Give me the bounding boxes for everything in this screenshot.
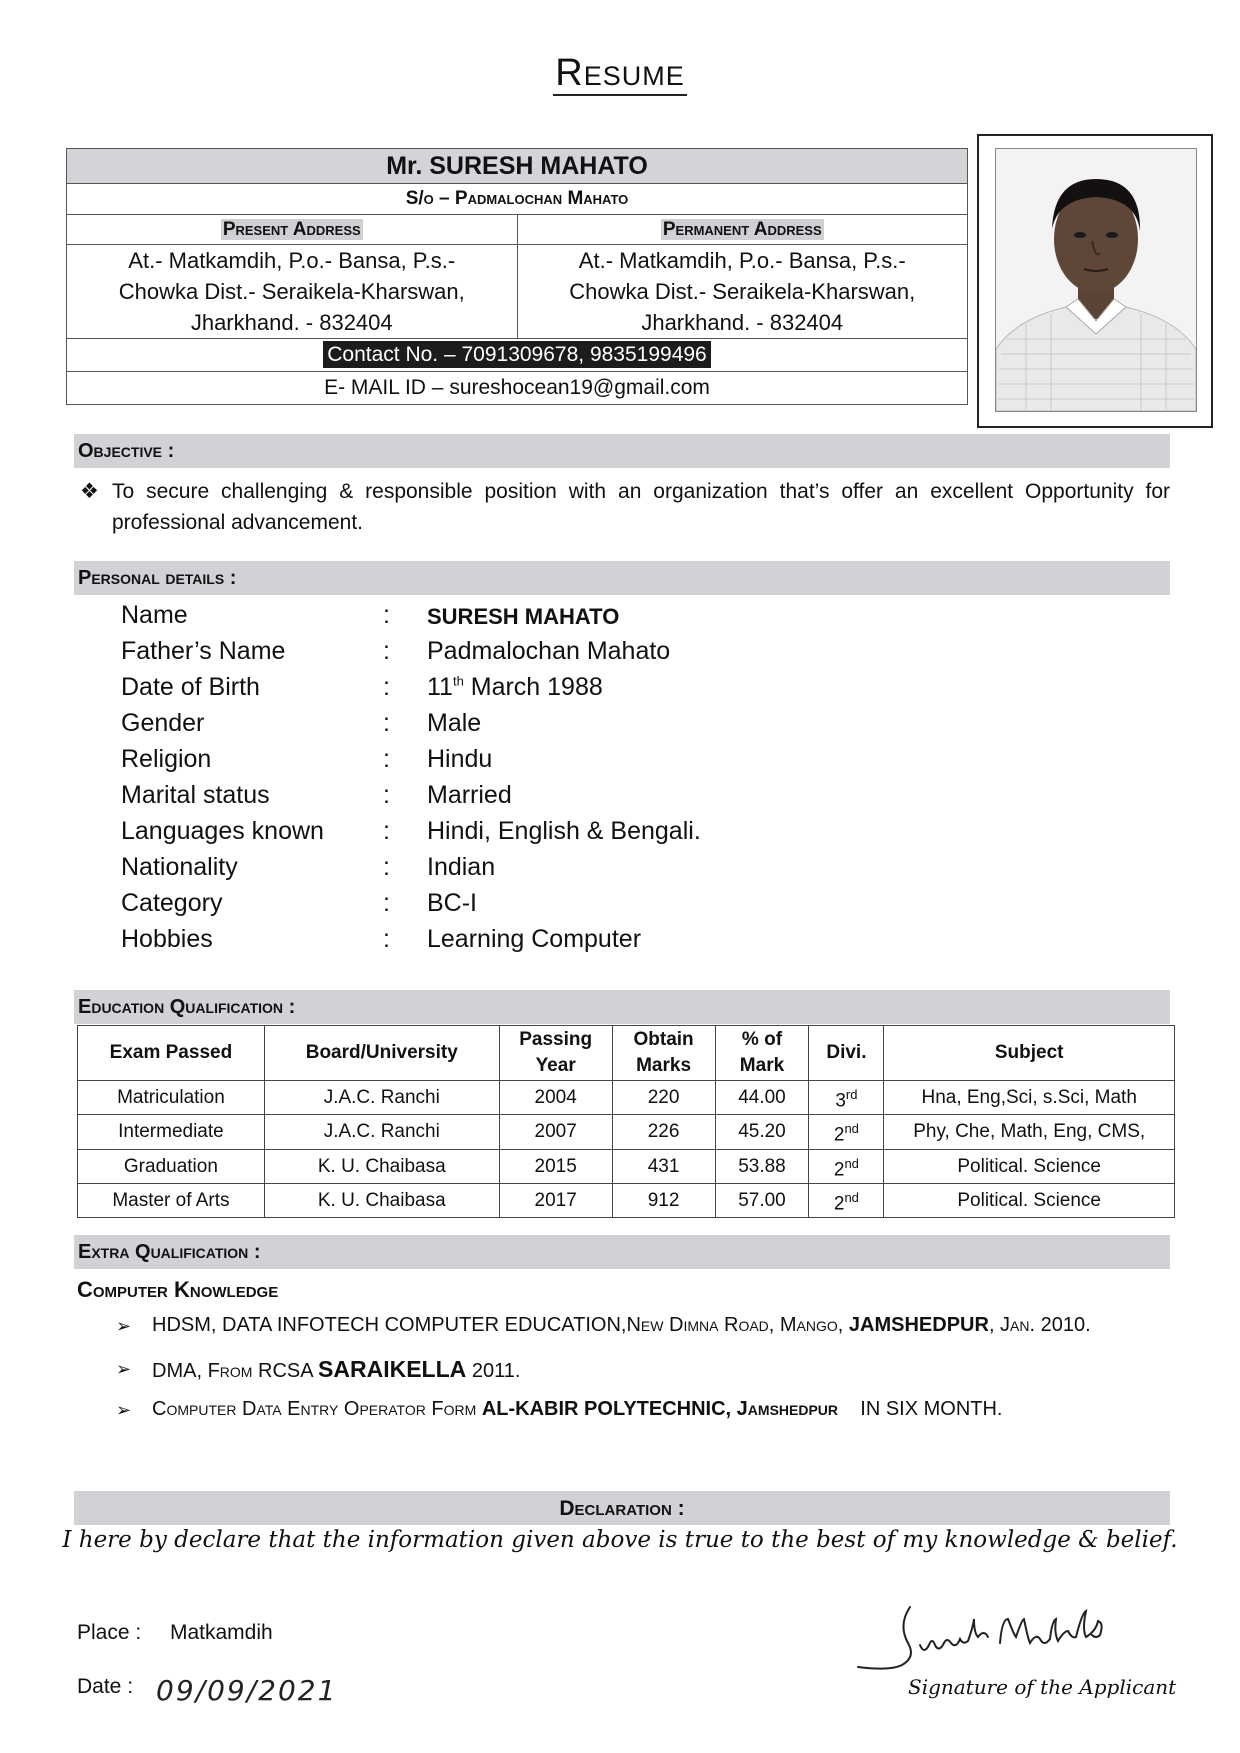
email: E- MAIL ID – sureshocean19@gmail.com: [324, 376, 710, 399]
arrow-bullet-icon: ➢: [116, 1359, 132, 1379]
present-address-label: Present Address: [222, 219, 361, 240]
personal-value: Learning Computer: [427, 925, 642, 953]
personal-row-languages: [121, 817, 921, 853]
permanent-address-line: At.- Matkamdih, P.o.- Bansa, P.s.-: [578, 248, 906, 273]
personal-details-bar: [74, 561, 1170, 595]
son-of: S/o – Padmalochan Mahato: [67, 184, 967, 215]
personal-row-name: [121, 601, 921, 637]
arrow-bullet-icon: ➢: [116, 1316, 132, 1336]
personal-row-marital: [121, 781, 921, 817]
colon: :: [383, 925, 390, 953]
personal-value: Hindi, English & Bengali.: [427, 817, 701, 845]
table-row: Intermediate J.A.C. Ranchi 2007 226 45.20 2nd Phy, Che, Math, Eng, CMS,: [78, 1115, 1175, 1149]
personal-label: Father’s Name: [121, 637, 286, 665]
personal-value: BC-I: [427, 889, 477, 917]
applicant-photo: [995, 148, 1197, 412]
personal-details-heading: Personal details :: [78, 567, 237, 589]
extra-item: DMA, From RCSA SARAIKELLA 2011.: [152, 1356, 521, 1382]
personal-value: Indian: [427, 853, 496, 881]
personal-label: Name: [121, 601, 188, 629]
extra-item: HDSM, DATA INFOTECH COMPUTER EDUCATION,New Dimna Road, Mango, JAMSHEDPUR, Jan. 2010.: [152, 1314, 1091, 1336]
colon: :: [383, 889, 390, 917]
personal-row-gender: [121, 709, 921, 745]
colon: :: [383, 745, 390, 773]
present-address: [67, 215, 518, 338]
column-header: Passing Year: [499, 1026, 612, 1081]
personal-label: Nationality: [121, 853, 238, 881]
contact-number: Contact No. – 7091309678, 9835199496: [323, 341, 711, 368]
colon: :: [383, 817, 390, 845]
permanent-address-label: Permanent Address: [662, 219, 822, 240]
date-label: Date :: [77, 1675, 134, 1698]
place-value: Matkamdih: [170, 1621, 273, 1644]
personal-label: Hobbies: [121, 925, 213, 953]
colon: :: [383, 637, 390, 665]
personal-label: Date of Birth: [121, 673, 260, 701]
education-heading: Education Qualification :: [78, 996, 296, 1018]
education-table: [77, 1025, 1175, 1218]
personal-value: 11th March 1988: [427, 673, 603, 701]
personal-value: Padmalochan Mahato: [427, 637, 671, 665]
table-row: Graduation K. U. Chaibasa 2015 431 53.88 2nd Political. Science: [78, 1149, 1175, 1183]
colon: :: [383, 673, 390, 701]
personal-label: Marital status: [121, 781, 270, 809]
permanent-address-line: Jharkhand. - 832404: [641, 310, 844, 335]
computer-knowledge-heading: Computer Knowledge: [77, 1277, 279, 1302]
education-bar: [74, 990, 1170, 1024]
present-address-line: Chowka Dist.- Seraikela-Kharswan,: [118, 279, 465, 304]
extra-item: Computer Data Entry Operator Form AL-KABIR POLYTECHNIC, Jamshedpur IN SIX MONTH.: [152, 1398, 1003, 1420]
personal-row-hobbies: [121, 925, 921, 961]
present-address-line: Jharkhand. - 832404: [190, 310, 393, 335]
address-block: [67, 215, 967, 339]
personal-label: Category: [121, 889, 223, 917]
objective-text: To secure challenging & responsible position with an organization that’s offer an excellent Opportunity for professional advancement.: [112, 480, 1170, 534]
personal-label: Gender: [121, 709, 205, 737]
personal-value: SURESH MAHATO: [427, 604, 620, 629]
table-row: Master of Arts K. U. Chaibasa 2017 912 57.00 2nd Political. Science: [78, 1183, 1175, 1217]
column-header: Obtain Marks: [612, 1026, 715, 1081]
personal-value: Male: [427, 709, 482, 737]
photo-frame: [977, 134, 1213, 428]
place-label: Place :: [77, 1621, 142, 1644]
personal-row-category: [121, 889, 921, 925]
extra-qualification-bar: [74, 1235, 1170, 1269]
colon: :: [383, 853, 390, 881]
header-box: [66, 148, 968, 405]
personal-row-father: [121, 637, 921, 673]
resume-title: Resume: [555, 52, 685, 94]
column-header: Exam Passed: [78, 1026, 265, 1081]
column-header: Divi.: [809, 1026, 884, 1081]
date-value: 09/09/2021: [156, 1674, 338, 1707]
signature: [850, 1595, 1150, 1675]
table-row: Matriculation J.A.C. Ranchi 2004 220 44.00 3rd Hna, Eng,Sci, s.Sci, Math: [78, 1081, 1175, 1115]
column-header: Subject: [884, 1026, 1175, 1081]
arrow-bullet-icon: ➢: [116, 1400, 132, 1420]
declaration-heading: Declaration :: [559, 1497, 685, 1520]
personal-value: Hindu: [427, 745, 493, 773]
colon: :: [383, 709, 390, 737]
extra-qualification-heading: Extra Qualification :: [78, 1241, 261, 1263]
signature-caption: Signature of the Applicant: [908, 1675, 1177, 1699]
personal-value: Married: [427, 781, 512, 809]
personal-row-religion: [121, 745, 921, 781]
declaration-bar: [74, 1491, 1170, 1525]
column-header: % of Mark: [715, 1026, 809, 1081]
personal-label: Religion: [121, 745, 212, 773]
personal-row-dob: [121, 673, 921, 709]
present-address-line: At.- Matkamdih, P.o.- Bansa, P.s.-: [128, 248, 456, 273]
column-header: Board/University: [264, 1026, 499, 1081]
colon: :: [383, 601, 390, 629]
diamond-bullet-icon: ❖: [80, 480, 99, 503]
personal-row-nationality: [121, 853, 921, 889]
permanent-address-line: Chowka Dist.- Seraikela-Kharswan,: [569, 279, 916, 304]
candidate-name: Mr. SURESH MAHATO: [67, 149, 967, 184]
declaration-text: I here by declare that the information given above is true to the best of my knowledge & belief.: [62, 1527, 1178, 1553]
table-header-row: [78, 1026, 1175, 1081]
colon: :: [383, 781, 390, 809]
objective-heading: Objective :: [78, 440, 175, 462]
personal-label: Languages known: [121, 817, 324, 845]
permanent-address: [518, 215, 968, 338]
objective-bar: [74, 434, 1170, 468]
objective-text-block: [80, 476, 1170, 538]
